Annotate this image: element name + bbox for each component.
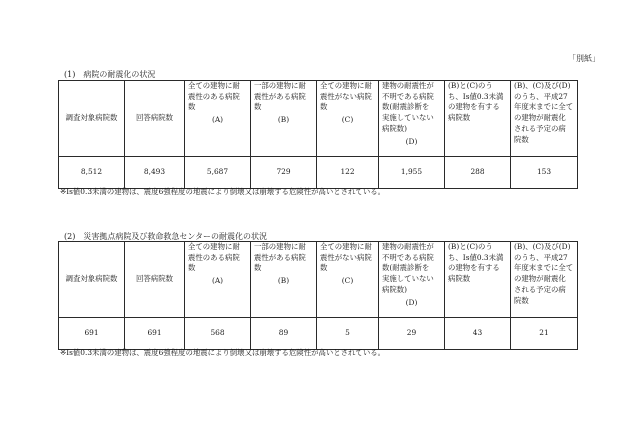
footnote: ※Is値0.3未満の建物は、震度6強程度の地震により倒壊又は崩壊する危険性が高いとされている。 <box>60 348 385 357</box>
header-cell: 建物の耐震性が 不明である病院 数(耐震診断を 実施していない 病院数) (D) <box>379 242 445 318</box>
table-header-row <box>59 81 578 157</box>
header-cell: (B)、(C)及び(D) のうち、平成27 年度末までに全て の建物が耐震化 される予定の病 院数 <box>511 81 578 157</box>
header-cell: (B)、(C)及び(D) のうち、平成27 年度末までに全て の建物が耐震化 される予定の病 院数 <box>511 242 578 318</box>
disaster-hospital-seismic-table <box>58 241 578 350</box>
value-cell: 5,687 <box>185 157 251 189</box>
value-cell: 729 <box>251 157 317 189</box>
table-header-row <box>59 242 578 318</box>
header-cell: 建物の耐震性が 不明である病院 数(耐震診断を 実施していない 病院数) (D) <box>379 81 445 157</box>
value-cell: 288 <box>445 157 511 189</box>
value-cell: 5 <box>317 318 379 350</box>
value-cell: 691 <box>59 318 125 350</box>
section-2-title: (2) 災害拠点病院及び救命救急センターの耐震化の状況 <box>64 232 268 241</box>
value-cell: 8,512 <box>59 157 125 189</box>
header-cell: 一部の建物に耐 震性がある病院 数 (B) <box>251 81 317 157</box>
header-cell: 一部の建物に耐 震性がある病院 数 (B) <box>251 242 317 318</box>
table-row <box>59 157 578 189</box>
header-cell: 調査対象病院数 <box>59 242 125 318</box>
value-cell: 122 <box>317 157 379 189</box>
hospital-seismic-table <box>58 80 578 189</box>
header-cell: 回答病院数 <box>125 242 185 318</box>
value-cell: 153 <box>511 157 578 189</box>
header-cell: 回答病院数 <box>125 81 185 157</box>
annex-label: 「別紙」 <box>568 54 600 63</box>
table-row <box>59 318 578 350</box>
value-cell: 8,493 <box>125 157 185 189</box>
value-cell: 1,955 <box>379 157 445 189</box>
header-cell: 調査対象病院数 <box>59 81 125 157</box>
section-1-title: (1) 病院の耐震化の状況 <box>64 70 156 79</box>
value-cell: 43 <box>445 318 511 350</box>
footnote: ※Is値0.3未満の建物は、震度6強程度の地震により倒壊又は崩壊する危険性が高いとされている。 <box>60 187 385 196</box>
header-cell: 全ての建物に耐 震性のある病院 数 (A) <box>185 242 251 318</box>
header-cell: 全ての建物に耐 震性のある病院 数 (A) <box>185 81 251 157</box>
value-cell: 89 <box>251 318 317 350</box>
value-cell: 568 <box>185 318 251 350</box>
header-cell: (B)と(C)のう ち、Is値0.3未満 の建物を有する 病院数 <box>445 242 511 318</box>
value-cell: 691 <box>125 318 185 350</box>
header-cell: (B)と(C)のう ち、Is値0.3未満 の建物を有する 病院数 <box>445 81 511 157</box>
value-cell: 21 <box>511 318 578 350</box>
header-cell: 全ての建物に耐 震性がない病院 数 (C) <box>317 242 379 318</box>
value-cell: 29 <box>379 318 445 350</box>
header-cell: 全ての建物に耐 震性がない病院 数 (C) <box>317 81 379 157</box>
